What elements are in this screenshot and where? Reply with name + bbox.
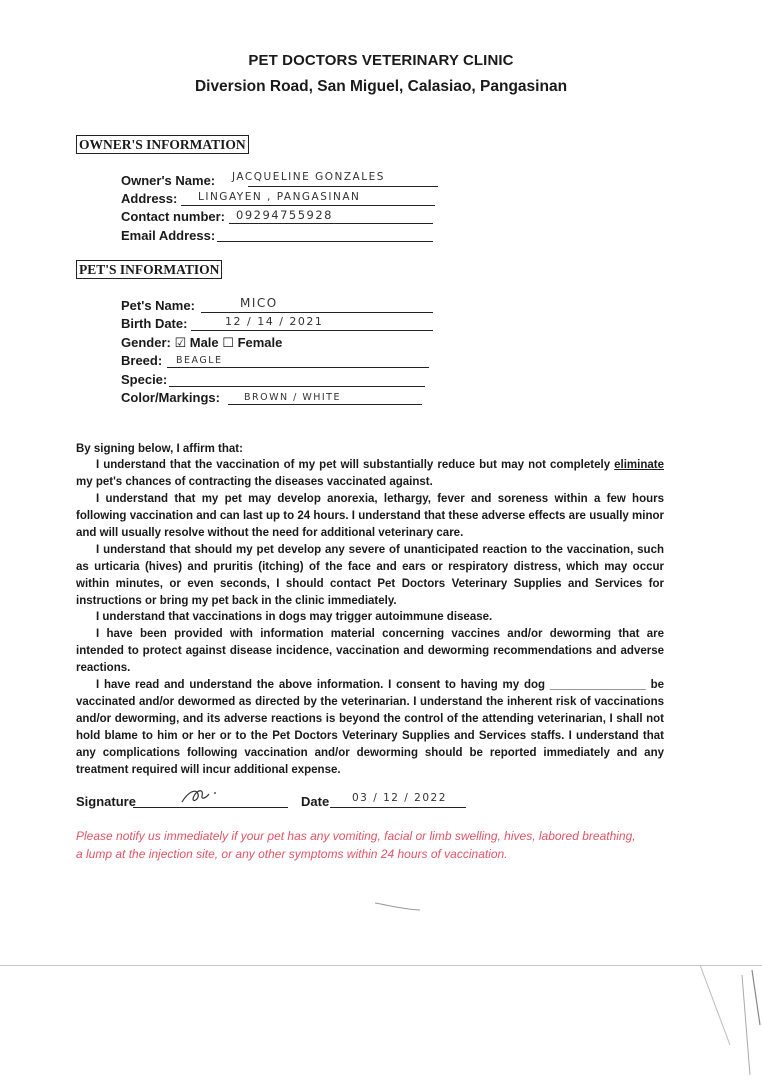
owner-address-label: Address:	[121, 191, 178, 206]
breed-value[interactable]: BEAGLE	[176, 355, 223, 366]
color-markings-value[interactable]: BROWN / WHITE	[244, 392, 341, 403]
vaccination-notice: Please notify us immediately if your pet has any vomiting, facial or limb swelling, hives, labored breathing, a lump at the injection site, or any other symptoms within 24 hours of vaccination.	[76, 829, 636, 861]
breed-label: Breed:	[121, 353, 163, 368]
pen-mark	[370, 895, 430, 915]
owner-name-value[interactable]: JACQUELINE GONZALES	[232, 171, 385, 183]
affirm-paragraph-4: I understand that vaccinations in dogs may trigger autoimmune disease.	[96, 611, 493, 623]
affirm-paragraph-2: I understand that my pet may develop anorexia, lethargy, fever and soreness within a few hours following vaccination and can last up to 24 hours. I understand that these adverse effects are usually minor and will usually resolve without the need for additional veterinary care.	[76, 493, 664, 539]
page-fold-marks	[690, 965, 762, 1080]
contact-number-label: Contact number:	[121, 209, 225, 224]
gender-row	[121, 335, 282, 351]
specie-line	[169, 386, 425, 387]
page-edge-line	[0, 965, 762, 966]
specie-label: Specie:	[121, 372, 168, 387]
owner-name-label: Owner's Name:	[121, 173, 216, 188]
date-line	[330, 807, 466, 808]
owner-section-title: OWNER'S INFORMATION	[76, 135, 249, 154]
birth-date-label: Birth Date:	[121, 316, 188, 331]
affirm-p1-text-a: I understand that the vaccination of my pet will substantially reduce but may not completely	[96, 459, 615, 471]
affirm-p6-text-b: be vaccinated and/or dewormed as directed by the veterinarian. I understand the inherent risk of vaccinations and/or deworming, and its adverse reactions is beyond the control of the attending veterinarian, I shall not hold blame to him or her or to the Pet Doctors Veterinary Supplies and Services staffs. I understand that any complications following vaccination and/or deworming should be reported immediately and any treatment required will incur additional expense.	[76, 679, 665, 776]
affirm-paragraph-5: I have been provided with information material concerning vaccines and/or deworming that are intended to protect against disease incidence, vaccination and deworming recommendations and adverse reactions.	[76, 628, 664, 674]
email-address-line	[217, 241, 433, 242]
date-label: Date	[301, 794, 330, 809]
dog-name-blank[interactable]: _______________	[549, 679, 646, 691]
signature-label: Signature	[76, 794, 136, 809]
gender-female-label: Female	[237, 335, 283, 350]
owner-address-value[interactable]: LINGAYEN , PANGASINAN	[198, 191, 361, 203]
birth-date-value[interactable]: 12 / 14 / 2021	[225, 315, 324, 328]
owner-address-line	[181, 205, 435, 206]
affirm-p1-underlined-word: eliminate	[614, 459, 664, 471]
gender-label: Gender:	[121, 335, 171, 350]
clinic-name: PET DOCTORS VETERINARY CLINIC	[248, 52, 514, 69]
pet-name-label: Pet's Name:	[121, 298, 195, 313]
clinic-address: Diversion Road, San Miguel, Calasiao, Pangasinan	[194, 78, 568, 95]
signature-scribble[interactable]	[176, 784, 226, 808]
pet-name-value[interactable]: MICO	[240, 296, 278, 310]
female-checkbox[interactable]: ☐	[222, 336, 234, 351]
color-markings-line	[228, 404, 422, 405]
email-address-label: Email Address:	[121, 228, 216, 243]
breed-line	[167, 367, 429, 368]
contact-number-line	[229, 223, 433, 224]
male-checkbox-checked[interactable]: ☑	[174, 336, 187, 351]
affirm-paragraph-6	[76, 677, 664, 779]
pet-section-title: PET'S INFORMATION	[76, 260, 222, 279]
contact-number-value[interactable]: 09294755928	[236, 208, 333, 222]
gender-male-label: Male	[189, 335, 219, 350]
affirm-intro: By signing below, I affirm that:	[76, 443, 243, 455]
date-value[interactable]: 03 / 12 / 2022	[352, 792, 447, 804]
affirm-paragraph-1	[76, 457, 664, 491]
affirm-p1-text-b: my pet's chances of contracting the diseases vaccinated against.	[76, 476, 433, 488]
affirm-p6-text-a: I have read and understand the above information. I consent to having my dog	[96, 679, 550, 691]
birth-date-line	[191, 330, 433, 331]
affirm-paragraph-3: I understand that should my pet develop any severe of unanticipated reaction to the vaccination, such as urticaria (hives) and pruritis (itching) of the face and ears or respiratory distress, which may occur within minutes, or even seconds, I should contact Pet Doctors Veterinary Supplies and Services for instructions or bring my pet back in the clinic immediately.	[76, 544, 664, 607]
color-markings-label: Color/Markings:	[121, 390, 220, 405]
pet-name-line	[201, 312, 433, 313]
owner-name-line	[248, 186, 438, 187]
